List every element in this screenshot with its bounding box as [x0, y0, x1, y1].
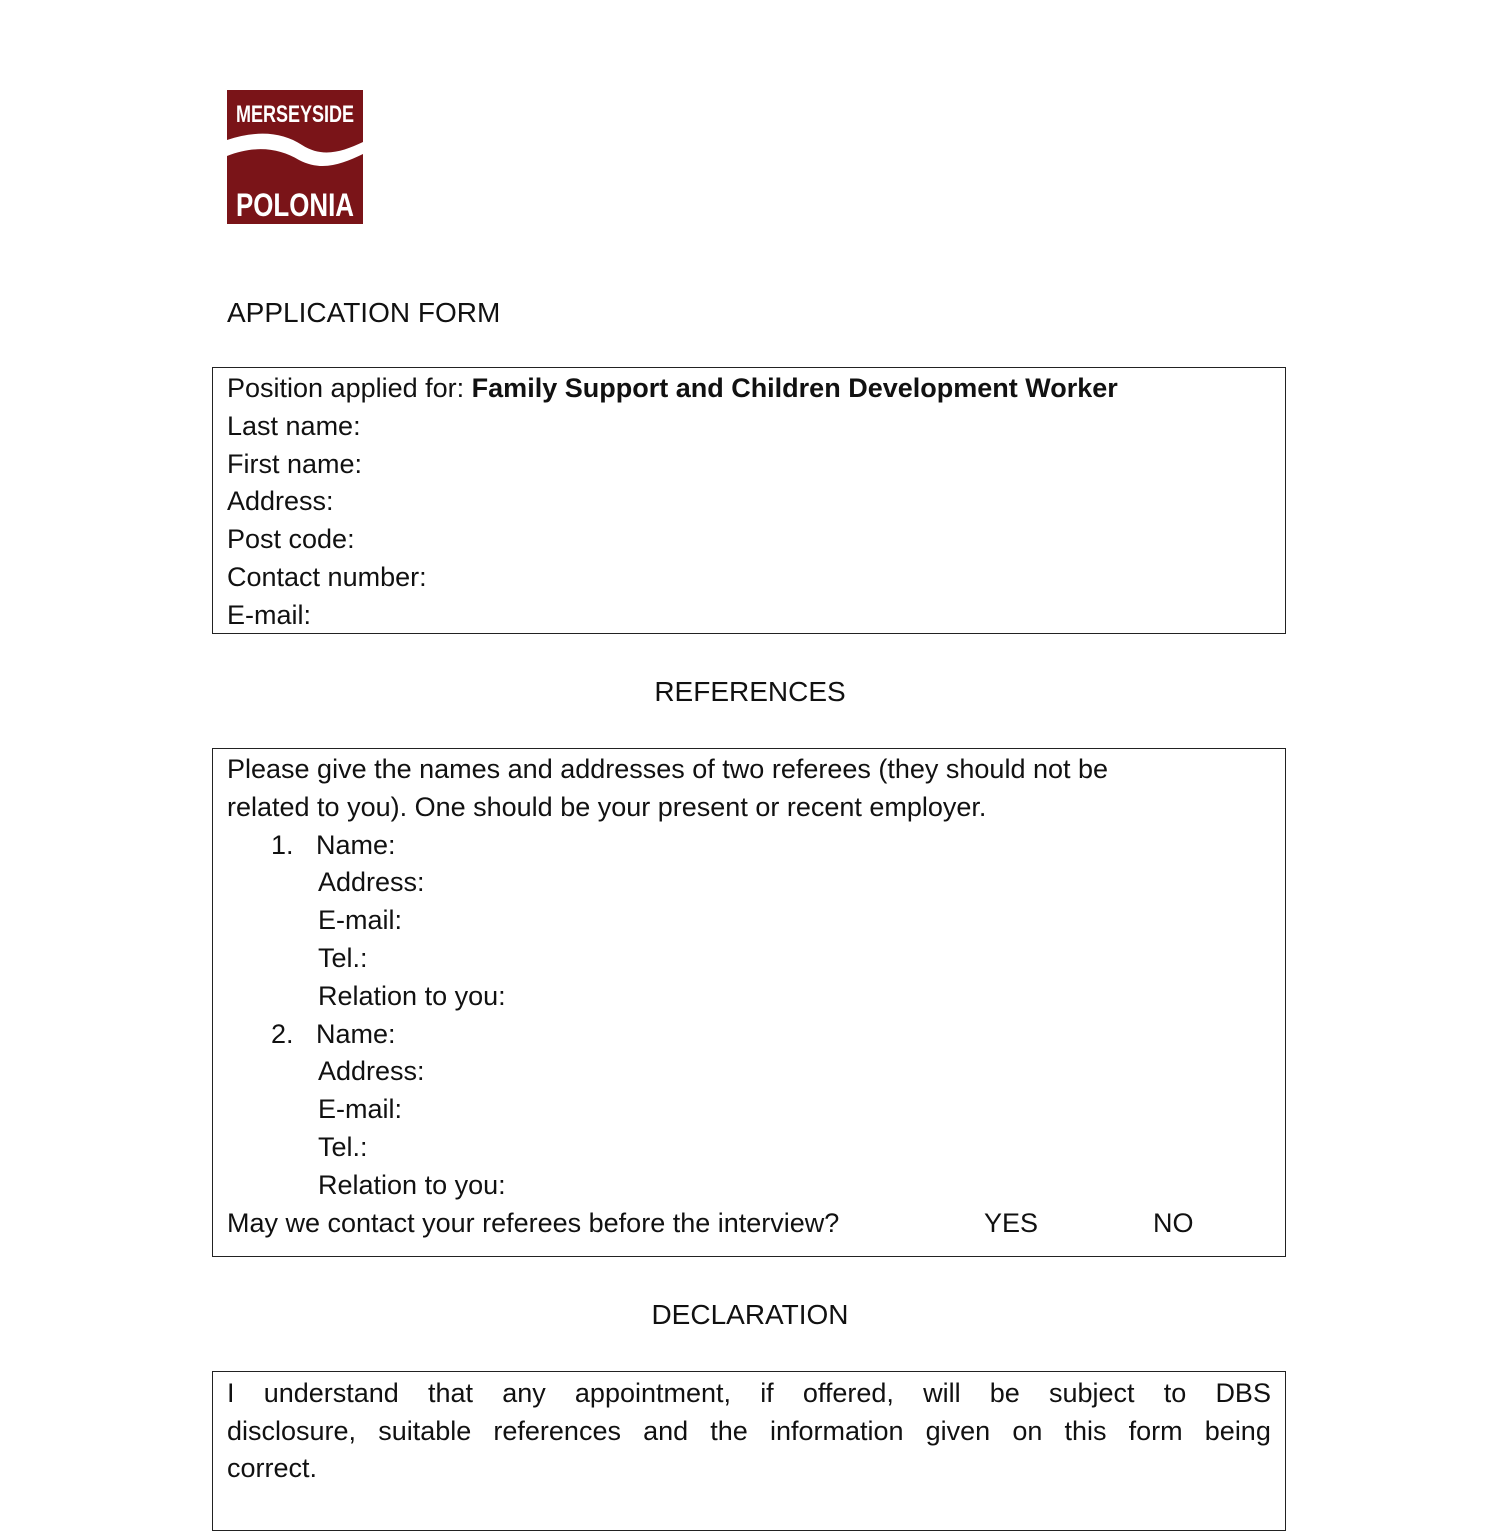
declaration-word: and — [643, 1416, 689, 1446]
referee-2-number: 2. — [271, 1018, 294, 1049]
declaration-word: any — [502, 1378, 546, 1408]
declaration-word: I — [227, 1378, 235, 1408]
contact-referees-row — [227, 1205, 1271, 1243]
declaration-word: disclosure, — [227, 1416, 357, 1446]
logo-graphic — [227, 90, 363, 224]
declaration-word: that — [427, 1378, 474, 1408]
logo-bottom-text: POLONIA — [236, 187, 354, 223]
first-name-field[interactable]: First name: — [227, 448, 363, 479]
referee-1-number: 1. — [271, 829, 294, 860]
declaration-word: offered, — [802, 1378, 894, 1408]
last-name-field[interactable]: Last name: — [227, 410, 361, 441]
referee-2-relation-field[interactable]: Relation to you: — [318, 1169, 506, 1200]
declaration-word: given — [925, 1416, 991, 1446]
declaration-line3: correct. — [227, 1453, 318, 1483]
declaration-line1 — [227, 1374, 1271, 1412]
no-option[interactable]: NO — [1153, 1207, 1194, 1238]
referee-1-relation-field[interactable]: Relation to you: — [318, 980, 506, 1011]
form-title: APPLICATION FORM — [227, 297, 501, 328]
referee-2-name-field[interactable] — [227, 1016, 1271, 1054]
position-value: Family Support and Children Development Worker — [471, 373, 1118, 403]
address-field[interactable]: Address: — [227, 486, 334, 517]
referee-2-address-field[interactable]: Address: — [318, 1056, 425, 1087]
referee-1-name-field[interactable] — [227, 827, 1271, 865]
referee-1-tel-field[interactable]: Tel.: — [318, 942, 368, 973]
referee-2-name-label: Name: — [316, 1018, 396, 1049]
yes-option[interactable]: YES — [984, 1207, 1039, 1238]
personal-details-box — [212, 367, 1286, 634]
logo-top-text: MERSEYSIDE — [236, 101, 354, 128]
referee-1-email-field[interactable]: E-mail: — [318, 905, 403, 936]
referee-2-tel-field[interactable]: Tel.: — [318, 1131, 368, 1162]
declaration-word: subject — [1049, 1378, 1135, 1408]
declaration-word: references — [493, 1416, 621, 1446]
declaration-word: understand — [263, 1378, 399, 1408]
declaration-word: form — [1128, 1416, 1183, 1446]
email-field[interactable]: E-mail: — [227, 599, 312, 630]
position-row — [227, 370, 1271, 408]
declaration-word: be — [989, 1378, 1020, 1408]
declaration-word: if — [760, 1378, 774, 1408]
references-box — [212, 748, 1286, 1257]
declaration-word: DBS — [1215, 1378, 1271, 1408]
post-code-field[interactable]: Post code: — [227, 524, 355, 555]
references-heading: REFERENCES — [654, 676, 846, 707]
declaration-word: to — [1163, 1378, 1187, 1408]
references-intro-line2: related to you). One should be your present or recent employer. — [227, 791, 987, 822]
declaration-word: being — [1204, 1416, 1271, 1446]
declaration-word: the — [710, 1416, 748, 1446]
merseyside-polonia-logo — [227, 90, 363, 224]
references-intro-line1: Please give the names and addresses of two referees (they should not be — [227, 754, 1109, 784]
declaration-box — [212, 1371, 1286, 1531]
declaration-word: on — [1012, 1416, 1043, 1446]
contact-referees-question: May we contact your referees before the interview? — [227, 1207, 840, 1238]
declaration-word: information — [769, 1416, 904, 1446]
contact-number-field[interactable]: Contact number: — [227, 561, 427, 592]
position-label: Position applied for: — [227, 373, 465, 403]
referee-1-name-label: Name: — [316, 829, 396, 860]
declaration-line2 — [227, 1412, 1271, 1450]
declaration-heading: DECLARATION — [651, 1299, 849, 1330]
declaration-word: this — [1064, 1416, 1107, 1446]
declaration-word: suitable — [378, 1416, 472, 1446]
declaration-word: appointment, — [574, 1378, 732, 1408]
referee-2-email-field[interactable]: E-mail: — [318, 1094, 403, 1125]
referee-1-address-field[interactable]: Address: — [318, 867, 425, 898]
declaration-word: will — [923, 1378, 961, 1408]
